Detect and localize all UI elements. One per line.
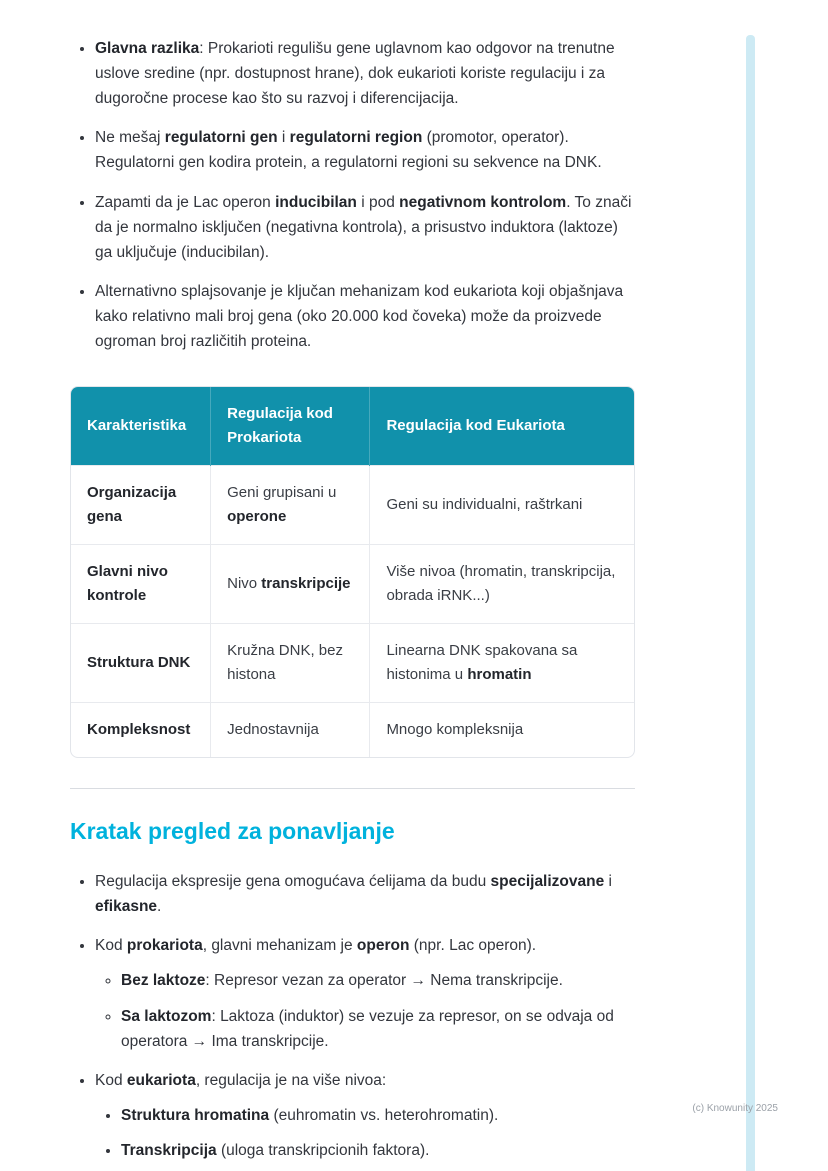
- table-cell: Geni su individualni, raštrkani: [370, 466, 634, 545]
- bullet-item-text: Kod prokariota, glavni mehanizam je operon (npr. Lac operon).: [95, 937, 537, 955]
- section-title: Kratak pregled za ponavljanje: [70, 818, 395, 845]
- review-bullet-list: [70, 869, 635, 1163]
- table-cell: Geni grupisani u operone: [211, 466, 370, 545]
- table-row: [71, 545, 634, 624]
- table-cell: Linearna DNK spakovana sa histonima u hromatin: [370, 624, 634, 703]
- table-cell: Kružna DNK, bez histona: [211, 624, 370, 703]
- document-content: [70, 36, 635, 1163]
- table-row: [71, 703, 634, 758]
- sub-bullet-item: • Transkripcija (uloga transkripcionih faktora).: [121, 1138, 635, 1163]
- bullet-item: • Alternativno splajsovanje je ključan mehanizam kod eukariota koji objašnjava kako relativno mali broj gena (oko 20.000 kod čoveka) može da proizvede ogroman broj različitih proteina.: [95, 279, 635, 354]
- table-header-karakteristika: Karakteristika: [71, 387, 211, 466]
- section-divider: [70, 788, 635, 789]
- table-cell: Mnogo kompleksnija: [370, 703, 634, 758]
- table-cell: Više nivoa (hromatin, transkripcija, obrada iRNK...): [370, 545, 634, 624]
- table-cell: Organizacija gena: [71, 466, 211, 545]
- table-row: [71, 624, 634, 703]
- table-header-eukarioti: Regulacija kod Eukariota: [370, 387, 634, 466]
- sub-bullet-item: • Struktura hromatina (euhromatin vs. heterohromatin).: [121, 1103, 635, 1128]
- bullet-item-text: Kod eukariota, regulacija je na više nivoa:: [95, 1071, 387, 1089]
- table-cell: Kompleksnost: [71, 703, 211, 758]
- bullet-item: • Ne mešaj regulatorni gen i regulatorni region (promotor, operator). Regulatorni gen kodira protein, a regulatorni regioni su sekvence na DNK.: [95, 125, 635, 175]
- table-header-prokarioti: Regulacija kod Prokariota: [211, 387, 370, 466]
- intro-bullet-list: [70, 36, 635, 354]
- table-row: [71, 466, 634, 545]
- right-accent-stripe: [746, 35, 755, 1171]
- sub-bullet-item: ◦ Bez laktoze: Represor vezan za operator → Nema transkripcije.: [121, 968, 635, 993]
- table-cell: Jednostavnija: [211, 703, 370, 758]
- bullet-item: [95, 1068, 635, 1163]
- copyright-footer: (c) Knowunity 2025: [692, 1103, 778, 1114]
- table-cell: Struktura DNK: [71, 624, 211, 703]
- bullet-item: • Glavna razlika: Prokarioti regulišu gene uglavnom kao odgovor na trenutne uslove sredine (npr. dostupnost hrane), dok eukarioti koriste regulaciju i za dugoročne procese kao što su razvoj i diferencijacija.: [95, 36, 635, 111]
- sub-bullet-item: ◦ Sa laktozom: Laktoza (induktor) se vezuje za represor, on se odvaja od operatora → Ima transkripcije.: [121, 1004, 635, 1054]
- bullet-item: [95, 933, 635, 1053]
- bullet-item: • Zapamti da je Lac operon inducibilan i pod negativnom kontrolom. To znači da je normalno isključen (negativna kontrola), a prisustvo induktora (laktoze) ga uključuje (inducibilan).: [95, 190, 635, 265]
- table-cell: Glavni nivo kontrole: [71, 545, 211, 624]
- bullet-item: • Regulacija ekspresije gena omogućava ćelijama da budu specijalizovane i efikasne.: [95, 869, 635, 919]
- table-cell: Nivo transkripcije: [211, 545, 370, 624]
- table-header-row: [71, 387, 634, 466]
- sub-bullet-list: [95, 968, 635, 1053]
- comparison-table: [70, 386, 635, 758]
- sub-bullet-list: [95, 1103, 635, 1163]
